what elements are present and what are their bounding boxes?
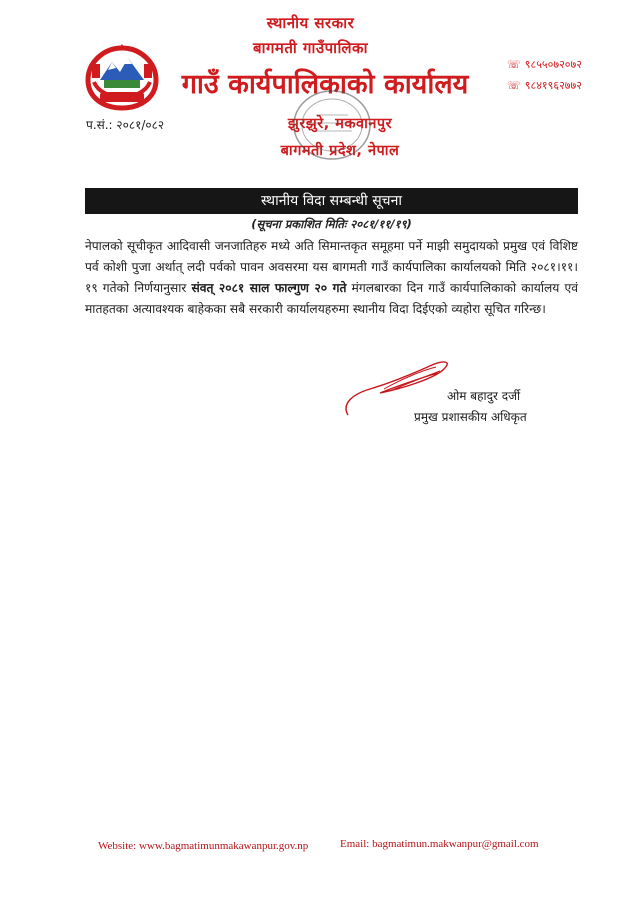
phone-number-2: ☏ ९८४१९६२७७२ [507, 79, 582, 92]
reference-number: प.सं.: २०८१/०८२ [86, 118, 165, 132]
office-stamp [290, 85, 375, 165]
signatory-name: ओम बहादुर दर्जी [447, 389, 521, 403]
phone-number-1: ☏ ९८५५०७२०७२ [507, 58, 582, 71]
header-local-government: स्थानीय सरकार [266, 14, 355, 32]
holiday-date: संवत् २०८१ साल फाल्गुण २० गते [191, 281, 347, 295]
footer-website: Website: www.bagmatimunmakawanpur.gov.np [98, 840, 309, 852]
header-municipality: बागमती गाउँपालिका [253, 39, 368, 57]
notice-published-date: (सूचना प्रकाशित मितिः २०८१/११/१९) [251, 217, 412, 231]
phone-icon: ☏ [507, 79, 521, 92]
notice-body: नेपालको सूचीकृत आदिवासी जनजातिहरु मध्ये अति सिमान्तकृत समूहमा पर्ने माझी समुदायको प्रमुख एवं विशिष्ट पर्व कोशी पुजा अर्थात् लदी पर्वको पावन अवसरमा यस बागमती गाउँ कार्यपालिका कार्यालयको मिति २०८१।११।१९ गतेको निर्णयानुसार संवत् २०८१ साल फाल्गुण २० गते मंगलबारका दिन गाउँ कार्यपालिकाको कार्यालय एवं मातहतका अत्यावश्यक बाहेकका सबै सरकारी कार्यालयहरुमा स्थानीय विदा दिईएको व्यहोरा सूचित गरिन्छ। [85, 239, 578, 316]
header-address-2: बागमती प्रदेश, नेपाल [280, 143, 400, 159]
phone-icon: ☏ [507, 58, 521, 71]
footer-email: Email: bagmatimun.makwanpur@gmail.com [340, 838, 539, 850]
notice-title: स्थानीय विदा सम्बन्धी सूचना [261, 193, 402, 209]
header-office-title: गाउँ कार्यपालिकाको कार्यालय [181, 69, 469, 100]
header-address-1: झुरझुरे, मकवानपुर [287, 116, 393, 132]
notice-title-bar [85, 188, 578, 214]
signatory-designation: प्रमुख प्रशासकीय अधिकृत [414, 410, 527, 424]
